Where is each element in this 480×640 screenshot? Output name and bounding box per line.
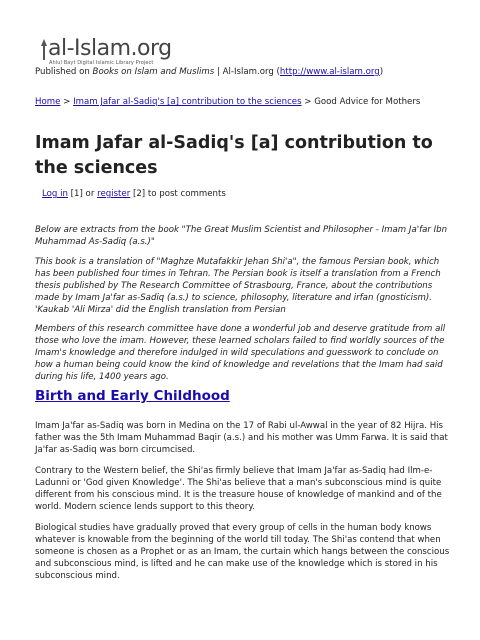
login-link[interactable]: Log in [42, 189, 68, 199]
logo-subtitle: Ahlul Bayt Digital Islamic Library Project [49, 60, 154, 66]
body-paragraph: Imam Ja'far as-Sadiq was born in Medina on the 17 of Rabi ul-Awwal in the year of 82 Hijra. His father was the 5th Imam Muhammad Baqir (a.s.) and his mother was Umm Farwa. It is said that Ja'far as-Sadiq was born circumcised. [35, 421, 448, 455]
published-mid: | Al-Islam.org ( [214, 67, 280, 77]
published-prefix: Published on [35, 67, 93, 77]
register-link[interactable]: register [97, 189, 131, 199]
section-heading: Birth and Early Childhood [35, 388, 230, 404]
page-title: Imam Jafar al-Sadiq's [a] contribution to the sciences [35, 133, 433, 178]
breadcrumb-current: Good Advice for Mothers [314, 97, 421, 107]
published-line [35, 67, 383, 77]
breadcrumb-separator: > [301, 97, 315, 107]
body-paragraph: Contrary to the Western belief, the Shi'as firmly believe that Imam Ja'far as-Sadiq had Ilm-e-Ladunni or 'God given Knowledge'. The Shi'as believe that a man's subconscious mind is quite different from his conscious mind. It is the treasure house of knowledge of mankind and of the world. Modern science lends support to this theory. [35, 466, 442, 512]
logo-text: al-Islam.org [48, 36, 172, 61]
login-line [42, 189, 226, 199]
published-site: Books on Islam and Muslims [92, 67, 215, 77]
body-paragraph: Biological studies have gradually proved that every group of cells in the human body knows whatever is knowable from the beginning of the world till today. The Shi'as contend that when someone is chosen as a Prophet or as an Imam, the curtain which hangs between the conscious and subconscious mind, is lifted and he can make use of the knowledge which is stored in his subconscious mind. [35, 523, 450, 581]
intro-paragraph: Members of this research committee have done a wonderful job and deserve gratitude from all those who love the imam. However, these learned scholars failed to find worldly sources of the Imam's knowledge and therefore indulged in wild speculations and guesswork to conclude on how a human being could know the kind of knowledge and revelations that the Imam had said during his life, 1400 years ago. [35, 324, 446, 382]
breadcrumb-separator: > [60, 97, 74, 107]
register-ref: [2] to post comments [130, 189, 226, 199]
site-url-link[interactable]: http://www.al-islam.org [279, 67, 380, 77]
intro-paragraph: This book is a translation of "Maghze Mutafakkir Jehan Shi'a", the famous Persian book, which has been published four times in Tehran. The Persian book is itself a translation from a French thesis published by The Research Committee of Strasbourg, France, about the contributions made by Imam Ja'far as-Sadiq (a.s.) to science, philosophy, literature and irfan (gnosticism). 'Kaukab 'Ali Mirza' did the English translation from Persian [35, 257, 441, 315]
breadcrumb-parent-link[interactable]: Imam Jafar al-Sadiq's [a] contribution to the sciences [73, 97, 302, 107]
breadcrumb [35, 97, 420, 107]
intro-paragraph: Below are extracts from the book "The Great Muslim Scientist and Philosopher - Imam Ja'far Ibn Muhammad As-Sadiq (a.s.)" [35, 225, 448, 247]
breadcrumb-home-link[interactable]: Home [35, 97, 61, 107]
login-ref: [1] or [67, 189, 98, 199]
published-suffix: ) [379, 67, 384, 77]
